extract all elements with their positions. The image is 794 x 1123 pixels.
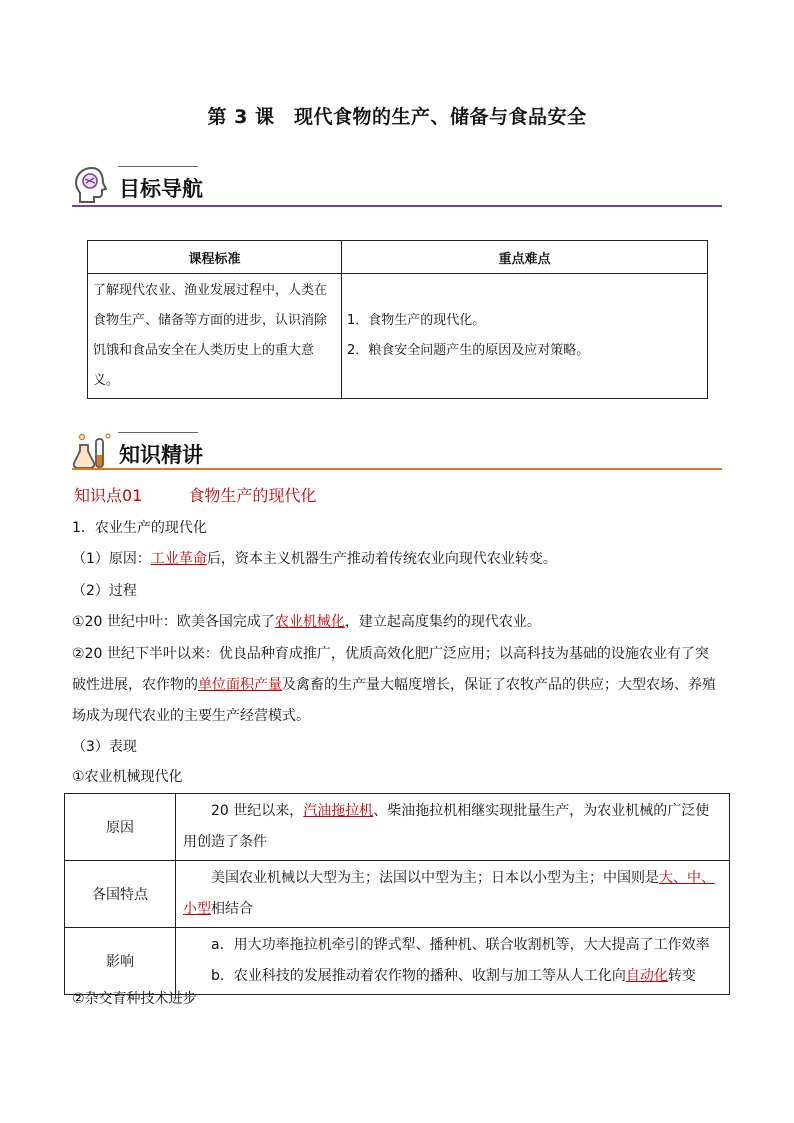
effect-a: a．用大功率拖拉机牵引的铧式犁、播种机、联合收割机等，大大提高了工作效率 <box>211 937 710 953</box>
paragraph: ②杂交育种技术进步 <box>72 991 197 1007</box>
section-divider <box>72 468 722 470</box>
table-header: 课程标准 <box>88 241 342 274</box>
table-header: 重点难点 <box>342 241 708 274</box>
header-top-line <box>118 166 198 167</box>
key-term: 自动化 <box>625 968 668 984</box>
paragraph: ②20 世纪下半叶以来：优良品种育成推广，优质高效化肥广泛应用；以高科技为基础的设施农业有了突破性进展，农作物的单位面积产量及禽畜的生产量大幅度增长，保证了农牧产品的供应；大型农场、养殖场成为现代农业的主要生产经营模式。 <box>72 646 716 724</box>
paragraph: ①农业机械现代化 <box>72 769 183 785</box>
effect-b: b．农业科技的发展推动着农作物的播种、收割与加工等从人工化向自动化转变 <box>211 968 696 984</box>
table-cell: 20 世纪以来，汽油拖拉机、柴油拖拉机相继实现批量生产，为农业机械的广泛使用创造了条件 <box>176 794 730 861</box>
knowledge-point-name: 食物生产的现代化 <box>188 486 317 505</box>
section-header-goals <box>72 165 722 213</box>
lab-flask-icon <box>72 431 112 471</box>
paragraph: （1）原因：工业革命后，资本主义机器生产推动着传统农业向现代农业转变。 <box>72 551 557 567</box>
brain-head-icon <box>72 165 112 205</box>
row-header: 原因 <box>65 794 176 861</box>
table-cell: 美国农业机械以大型为主；法国以中型为主；日本以小型为主；中国则是大、中、小型相结合 <box>176 861 730 928</box>
section-header-knowledge <box>72 431 722 479</box>
key-term: 农业机械化 <box>274 614 345 630</box>
section-divider <box>72 205 722 207</box>
knowledge-point-number: 知识点01 <box>74 486 143 505</box>
machinery-table <box>64 793 730 995</box>
paragraph: （3）表现 <box>72 739 137 755</box>
key-term: 汽油拖拉机 <box>303 803 374 819</box>
key-term: 单位面积产量 <box>198 677 282 693</box>
course-standard-cell: 了解现代农业、渔业发展过程中，人类在食物生产、储备等方面的进步，认识消除饥饿和食品安全在人类历史上的重大意义。 <box>88 274 342 399</box>
paragraph: （2）过程 <box>72 583 137 599</box>
row-header: 各国特点 <box>65 861 176 928</box>
header-top-line <box>118 432 198 433</box>
key-point: 1．食物生产的现代化。 <box>347 313 486 328</box>
key-term: 大、中、小型 <box>183 870 715 917</box>
section-title: 知识精讲 <box>119 443 203 467</box>
row-header: 影响 <box>65 928 176 995</box>
key-term: 工业革命 <box>150 551 207 567</box>
knowledge-point-title <box>74 483 316 506</box>
goals-table <box>87 240 708 399</box>
paragraph: 1．农业生产的现代化 <box>72 520 207 536</box>
document-title: 第 3 课 现代食物的生产、储备与食品安全 <box>207 106 587 128</box>
section-title: 目标导航 <box>119 177 203 201</box>
key-points-cell <box>342 274 708 399</box>
paragraph: ①20 世纪中叶：欧美各国完成了农业机械化，建立起高度集约的现代农业。 <box>72 614 541 630</box>
key-point: 2．粮食安全问题产生的原因及应对策略。 <box>347 343 590 358</box>
